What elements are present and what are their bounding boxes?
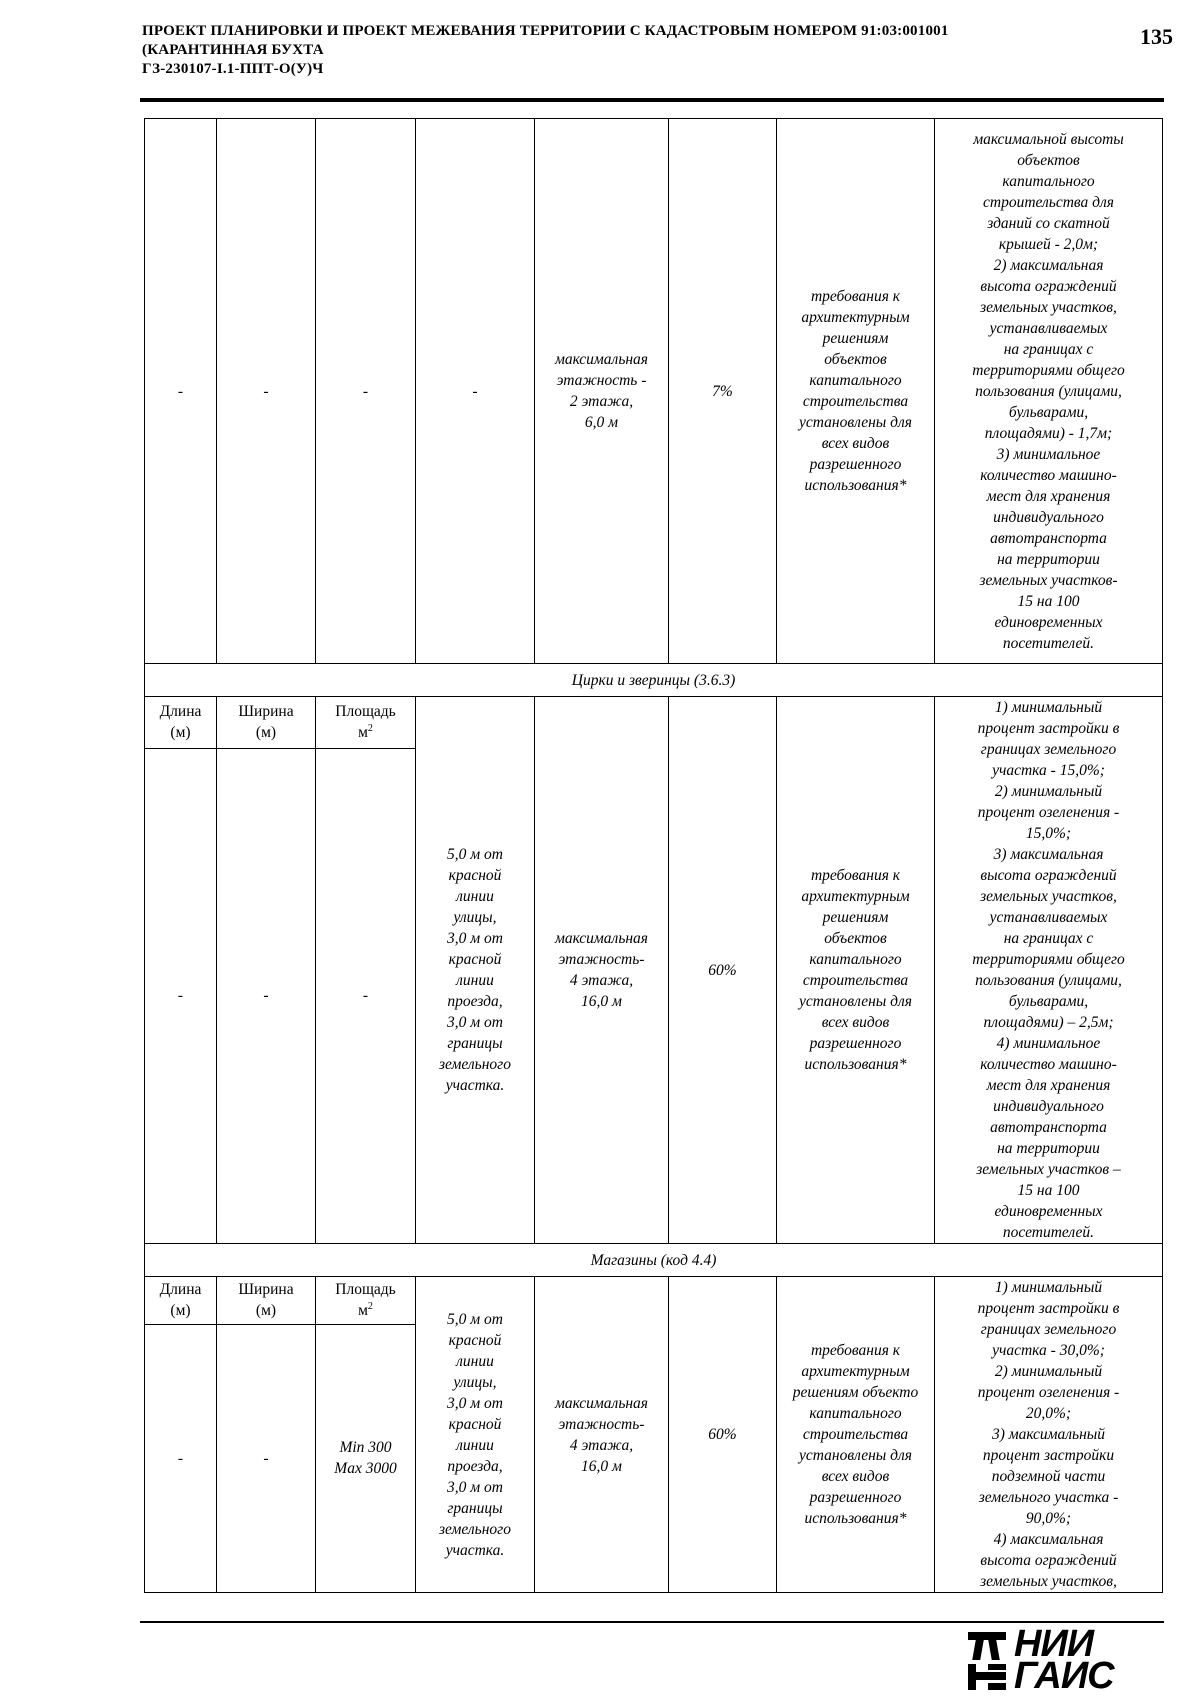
logo-text-top: НИИ bbox=[1014, 1623, 1094, 1665]
logo-text-bottom: ГАИС bbox=[1014, 1655, 1114, 1697]
cell-setback: 5,0 м от красной линии улицы, 3,0 м от красной линии проезда, 3,0 м от границы земельного участка. bbox=[416, 1277, 535, 1593]
cell-width: - bbox=[217, 119, 316, 664]
col-area-header bbox=[316, 1277, 416, 1325]
regulations-table bbox=[144, 118, 1163, 1593]
cell-requirements: требования к архитектурным решениям объекто капитального строительства установлены для всех видов разрешенного использования* bbox=[777, 1277, 935, 1593]
page-number: 135 bbox=[1140, 24, 1173, 49]
table-row bbox=[145, 119, 1163, 664]
cell-area: - bbox=[316, 748, 416, 1243]
cell-floors: максимальная этажность- 4 этажа, 16,0 м bbox=[535, 1277, 669, 1593]
col-area-label: Площадь bbox=[335, 703, 396, 721]
cell-length: - bbox=[145, 119, 217, 664]
cell-area: - bbox=[316, 119, 416, 664]
section-title: Цирки и зверинцы (3.6.3) bbox=[145, 664, 1163, 697]
header-title: ПРОЕКТ ПЛАНИРОВКИ И ПРОЕКТ МЕЖЕВАНИЯ ТЕРРИТОРИИ С КАДАСТРОВЫМ НОМЕРОМ 91:03:001001 bbox=[142, 23, 949, 39]
section-header-row bbox=[145, 697, 1163, 749]
header-divider bbox=[140, 98, 1164, 102]
col-area-sup: 2 bbox=[367, 1301, 373, 1313]
cell-area: Min 300 Max 3000 bbox=[316, 1324, 416, 1592]
col-area-unit: м bbox=[358, 724, 368, 742]
section-title-row bbox=[145, 1244, 1163, 1277]
cell-requirements: требования к архитектурным решениям объектов капитального строительства установлены для всех видов разрешенного использования* bbox=[777, 119, 935, 664]
col-area-label: Площадь bbox=[335, 1281, 396, 1299]
cell-percent: 7% bbox=[669, 119, 777, 664]
cell-other: 1) минимальный процент застройки в границах земельного участка - 30,0%; 2) минимальный процент озеленения - 20,0%; 3) максимальный процент застройки подземной части земельного участка - 90,0%; 4) максимальная высота ограждений земельных участков, bbox=[935, 1277, 1163, 1593]
logo-mark-icon bbox=[964, 1628, 1010, 1692]
section-header-row bbox=[145, 1277, 1163, 1325]
cell-requirements: требования к архитектурным решениям объектов капитального строительства установлены для всех видов разрешенного использования* bbox=[777, 697, 935, 1244]
col-width-header: Ширина (м) bbox=[217, 697, 316, 749]
cell-percent: 60% bbox=[669, 1277, 777, 1593]
header-code: ГЗ-230107-I.1-ППТ-О(У)Ч bbox=[142, 61, 324, 77]
cell-other: максимальной высоты объектов капитального строительства для зданий со скатной крышей - 2,0м; 2) максимальная высота ограждений земельных участков, устанавливаемых на границах с территориями общего пользования (улицами, бульварами, площадями) - 1,7м; 3) минимальное количество машино- мест для хранения индивидуального автотранспорта на территории земельных участков- 15 на 100 единовременных посетителей. bbox=[935, 119, 1163, 664]
col-area-sup: 2 bbox=[367, 723, 373, 735]
cell-length: - bbox=[145, 1324, 217, 1592]
cell-floors: максимальная этажность- 4 этажа, 16,0 м bbox=[535, 697, 669, 1244]
cell-setback: - bbox=[416, 119, 535, 664]
cell-floors: максимальная этажность - 2 этажа, 6,0 м bbox=[535, 119, 669, 664]
col-area-header bbox=[316, 697, 416, 749]
cell-width: - bbox=[217, 748, 316, 1243]
col-area-unit: м bbox=[358, 1302, 368, 1320]
cell-other: 1) минимальный процент застройки в границах земельного участка - 15,0%; 2) минимальный процент озеленения - 15,0%; 3) максимальная высота ограждений земельных участков, устанавливаемых на границах с территориями общего пользования (улицами, бульварами, площадями) – 2,5м; 4) минимальное количество машино- мест для хранения индивидуального автотранспорта на территории земельных участков – 15 на 100 единовременных посетителей. bbox=[935, 697, 1163, 1244]
header-subtitle: (КАРАНТИННАЯ БУХТА bbox=[142, 42, 324, 58]
col-width-header: Ширина (м) bbox=[217, 1277, 316, 1325]
nii-gais-logo bbox=[964, 1623, 1164, 1697]
cell-setback: 5,0 м от красной линии улицы, 3,0 м от красной линии проезда, 3,0 м от границы земельного участка. bbox=[416, 697, 535, 1244]
col-length-header: Длина (м) bbox=[145, 1277, 217, 1325]
cell-length: - bbox=[145, 748, 217, 1243]
footer-divider bbox=[140, 1621, 1164, 1623]
col-length-header: Длина (м) bbox=[145, 697, 217, 749]
section-title-row bbox=[145, 664, 1163, 697]
document-header bbox=[142, 22, 1102, 79]
cell-percent: 60% bbox=[669, 697, 777, 1244]
section-title: Магазины (код 4.4) bbox=[145, 1244, 1163, 1277]
cell-width: - bbox=[217, 1324, 316, 1592]
